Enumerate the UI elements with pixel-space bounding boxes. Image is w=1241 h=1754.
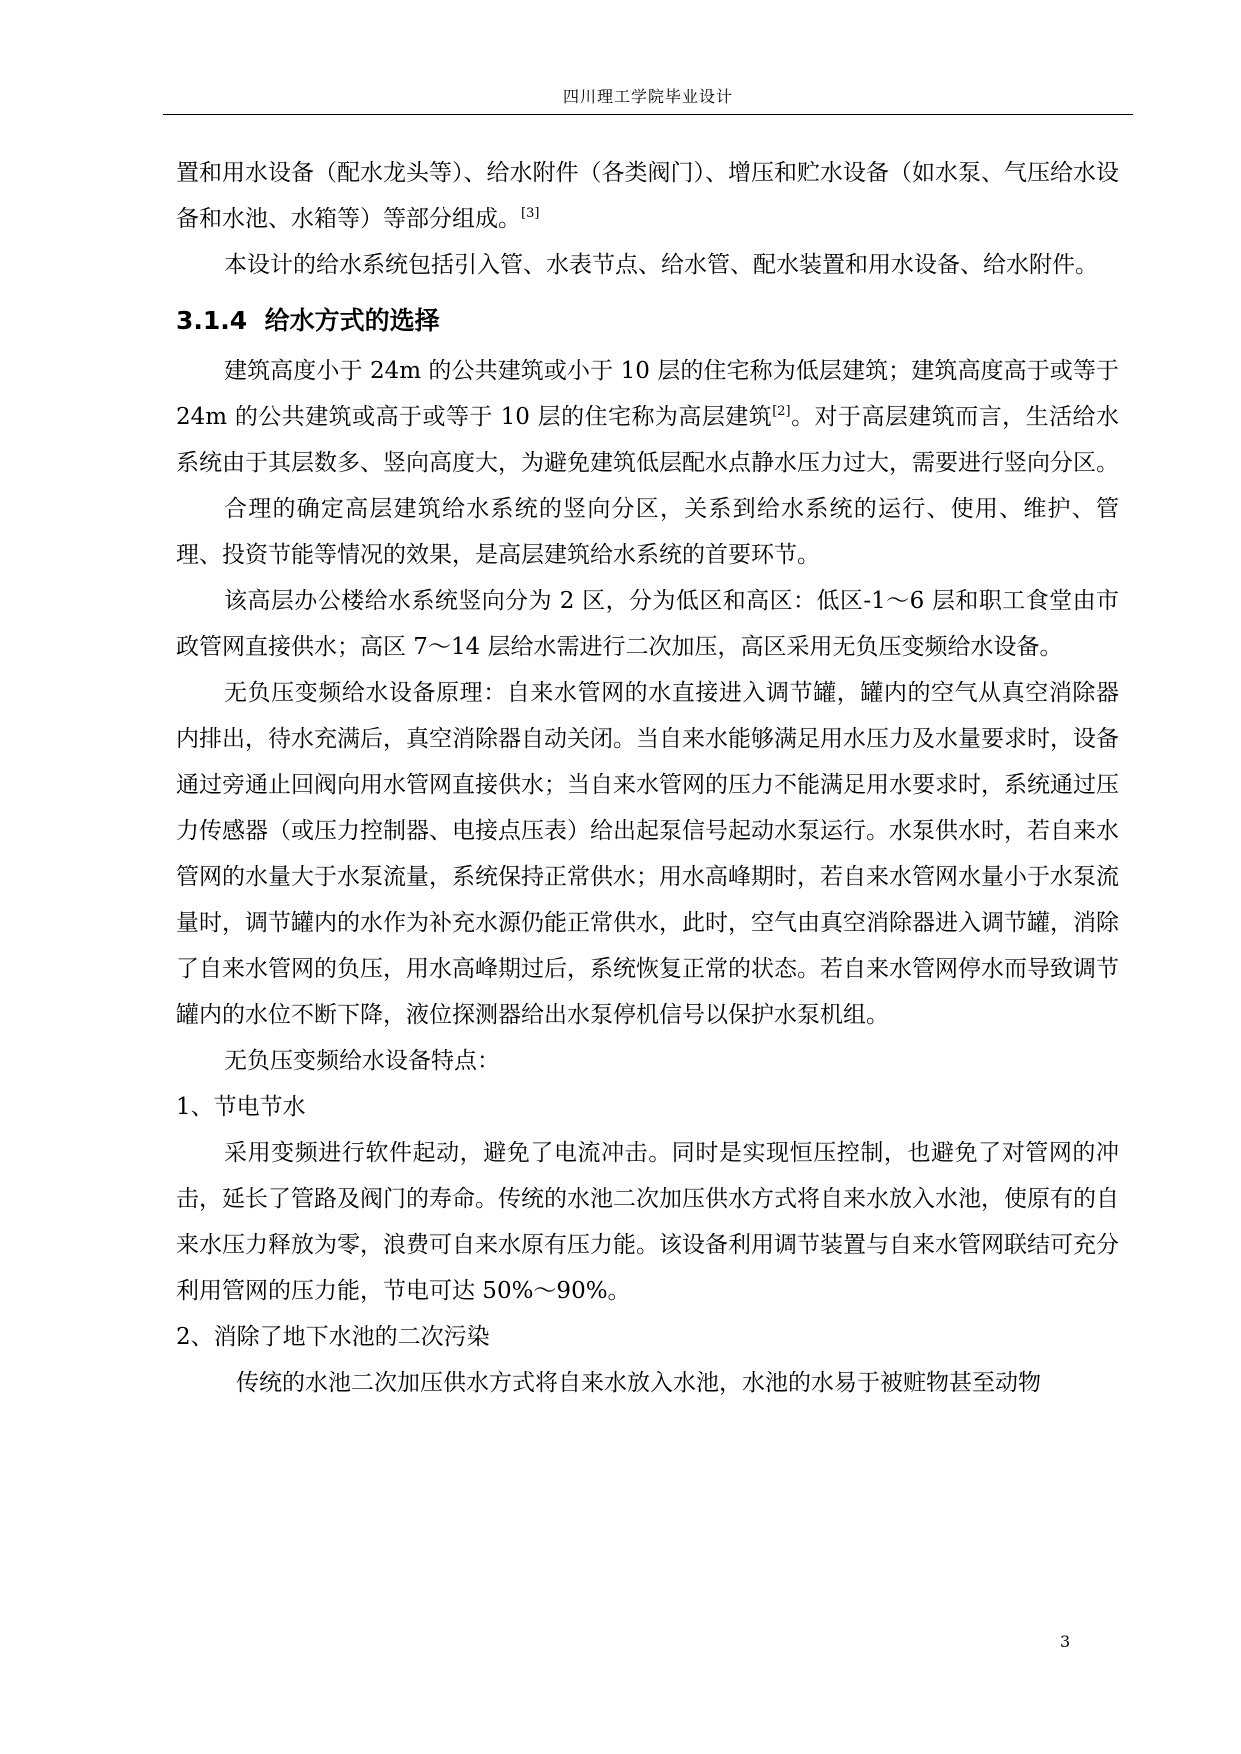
feature-2-title: 2、消除了地下水池的二次污染 — [176, 1324, 490, 1350]
section-heading — [176, 298, 1119, 344]
body-text — [176, 150, 1119, 1406]
section-title: 给水方式的选择 — [264, 306, 440, 335]
feature-1-title: 1、节电节水 — [176, 1094, 306, 1120]
paragraph-7: 无负压变频给水设备特点： — [224, 1048, 500, 1074]
paragraph-1-text: 置和用水设备（配水龙头等）、给水附件（各类阀门）、增压和贮水设备（如水泵、气压给水设备和水池、水箱等）等部分组成。 — [176, 160, 1119, 232]
paragraph-4: 合理的确定高层建筑给水系统的竖向分区，关系到给水系统的运行、使用、维护、管理、投资节能等情况的效果，是高层建筑给水系统的首要环节。 — [176, 496, 1119, 568]
paragraph-3 — [176, 348, 1119, 486]
paragraph-1 — [176, 150, 1119, 242]
paragraph-6: 无负压变频给水设备原理：自来水管网的水直接进入调节罐，罐内的空气从真空消除器内排出，待水充满后，真空消除器自动关闭。当自来水能够满足用水压力及水量要求时，设备通过旁通止回阀向用水管网直接供水；当自来水管网的压力不能满足用水要求时，系统通过压力传感器（或压力控制器、电接点压表）给出起泵信号起动水泵运行。水泵供水时，若自来水管网的水量大于水泵流量，系统保持正常供水；用水高峰期时，若自来水管网水量小于水泵流量时，调节罐内的水作为补充水源仍能正常供水，此时，空气由真空消除器进入调节罐，消除了自来水管网的负压，用水高峰期过后，系统恢复正常的状态。若自来水管网停水而导致调节罐内的水位不断下降，液位探测器给出水泵停机信号以保护水泵机组。 — [176, 680, 1119, 1028]
paragraph-3-tail: 。对于高层建筑而言，生活给水系统由于其层数多、竖向高度大，为避免建筑低层配水点静水压力过大，需要进行竖向分区。 — [176, 404, 1119, 476]
section-number: 3.1.4 — [176, 306, 248, 335]
paragraph-5: 该高层办公楼给水系统竖向分为 2 区，分为低区和高区：低区-1～6 层和职工食堂由市政管网直接供水；高区 7～14 层给水需进行二次加压，高区采用无负压变频给水设备。 — [176, 588, 1119, 660]
feature-1-text: 采用变频进行软件起动，避免了电流冲击。同时是实现恒压控制，也避免了对管网的冲击，延长了管路及阀门的寿命。传统的水池二次加压供水方式将自来水放入水池，使原有的自来水压力释放为零，浪费可自来水原有压力能。该设备利用调节装置与自来水管网联结可充分利用管网的压力能，节电可达 50%～90%。 — [176, 1140, 1119, 1304]
feature-2-text: 传统的水池二次加压供水方式将自来水放入水池，水池的水易于被赃物甚至动物 — [236, 1370, 1041, 1396]
page-header: 四川理工学院毕业设计 — [562, 87, 733, 106]
header-divider — [163, 114, 1133, 115]
paragraph-2: 本设计的给水系统包括引入管、水表节点、给水管、配水装置和用水设备、给水附件。 — [224, 252, 1098, 278]
page-number: 3 — [1060, 1632, 1071, 1651]
paragraph-3-text: 建筑高度小于 24m 的公共建筑或小于 10 层的住宅称为低层建筑；建筑高度高于或等于 24m 的公共建筑或高于或等于 10 层的住宅称为高层建筑 — [176, 358, 1119, 430]
citation-3: [3] — [521, 206, 540, 221]
citation-2: [2] — [772, 404, 791, 419]
